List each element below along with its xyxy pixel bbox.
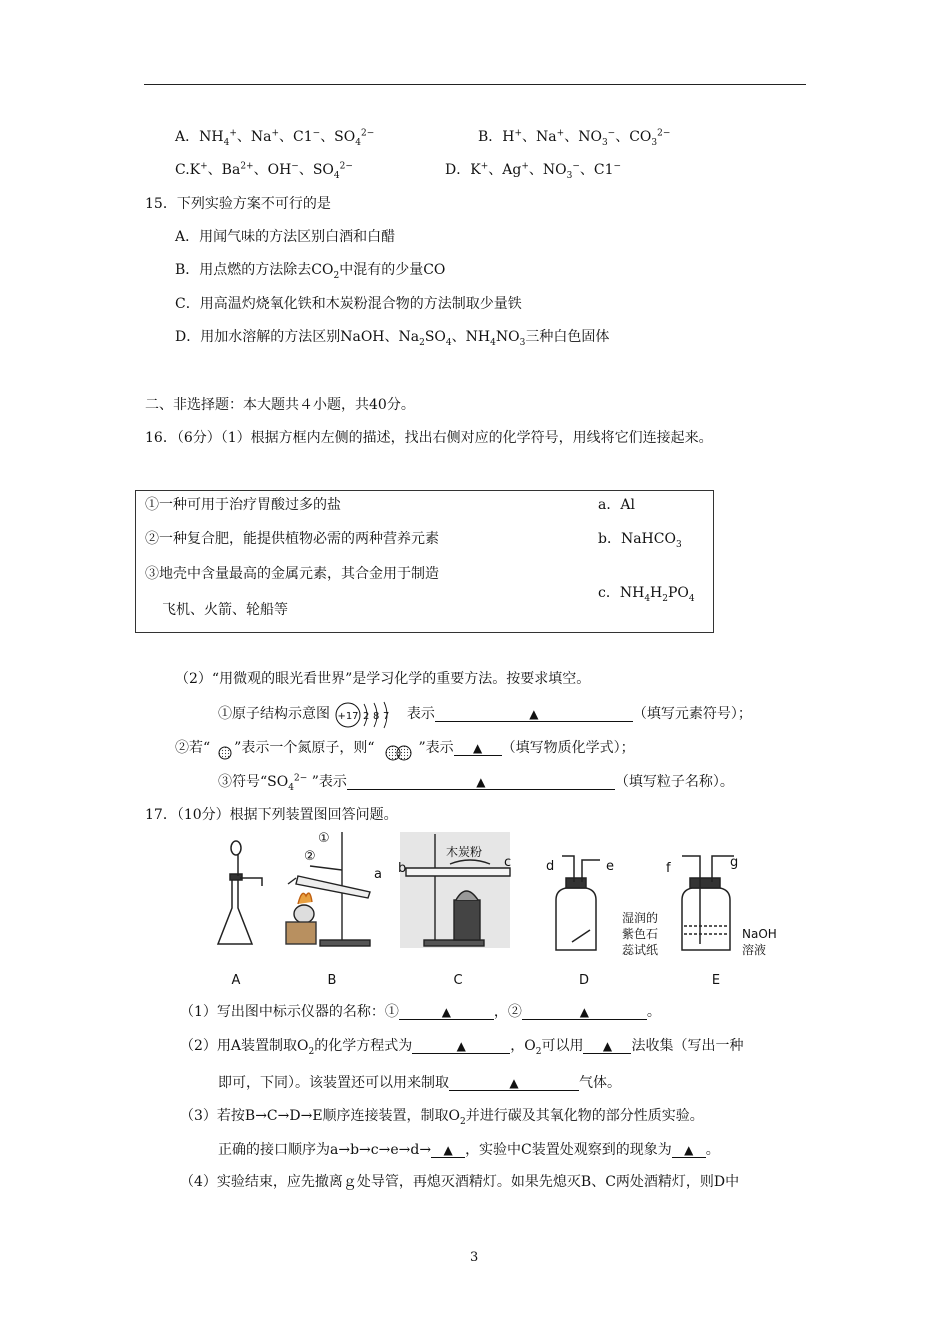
q17-stem: 17．（10分）根据下列装置图回答问题。 <box>145 807 398 823</box>
q17-part3: （3）若按B→C→D→E顺序连接装置，制取$O_2$并进行碳及其氧化物的部分性质实验。 <box>180 1108 704 1127</box>
q16-right-a: a．Al <box>598 497 635 513</box>
apparatus-e-bottle <box>682 856 734 950</box>
q16-part2-3: ③符号“$SO_4^{2-}$ ”表示 ▲ （填写粒子名称）。 <box>218 773 734 793</box>
label-e: e <box>606 859 614 874</box>
q17-part3b: 正确的接口顺序为a→b→c→e→d→ ▲ ，实验中C装置处观察到的现象为 ▲ 。 <box>218 1142 720 1158</box>
answer-blank[interactable]: ▲ <box>431 1141 465 1158</box>
q16-part2-2: ②若“ ”表示一个氮原子，则“ ”表示 ▲ （填写物质化学式）； <box>175 739 635 757</box>
label-b: b <box>398 861 407 876</box>
atom-shell-1: 2 <box>363 711 370 722</box>
litmus-label-1: 湿润的 <box>622 911 659 925</box>
apparatus-a-flask <box>218 841 262 944</box>
q15-option-b: B．用点燃的方法除去$CO_2$中混有的少量CO <box>175 262 446 281</box>
q16-part2-1: ①原子结构示意图 +17 2 8 7 表示 ▲ （填写元素符号）； <box>218 705 752 723</box>
answer-blank[interactable]: ▲ <box>522 1003 647 1020</box>
q15-option-c: C．用高温灼烧氧化铁和木炭粉混合物的方法制取少量铁 <box>175 296 522 312</box>
q14-option-b: B．H+、Na+、$NO_3^-$、$CO_3^{2-}$ <box>478 128 671 148</box>
answer-blank[interactable]: ▲ <box>454 739 502 756</box>
q16-right-c: c．$NH_4H_2PO_4$ <box>598 585 695 604</box>
naoh-label-2: 溶液 <box>742 943 767 957</box>
answer-blank[interactable]: ▲ <box>435 705 633 722</box>
apparatus-figure <box>200 826 777 996</box>
q16-left-1: ①一种可用于治疗胃酸过多的盐 <box>145 497 341 513</box>
q17-part1: （1）写出图中标示仪器的名称：① ▲ ，② ▲ 。 <box>180 1004 661 1020</box>
answer-blank[interactable]: ▲ <box>449 1074 579 1091</box>
q17-part2b: 即可，下同）。该装置还可以用来制取 ▲ 气体。 <box>218 1075 621 1091</box>
label-f: f <box>666 861 671 876</box>
q15-stem: 15．下列实验方案不可行的是 <box>145 196 331 212</box>
nitrogen-molecule-icon <box>375 740 419 756</box>
apparatus-label-a: A <box>231 973 241 988</box>
q16-stem: 16．（6分）（1）根据方框内左侧的描述，找出右侧对应的化学符号，用线将它们连接起来。 <box>145 430 713 446</box>
apparatus-label-c: C <box>453 973 463 988</box>
label-circle-1: ① <box>318 831 330 846</box>
label-charcoal: 木炭粉 <box>446 845 483 859</box>
naoh-label-1: NaOH <box>742 927 777 941</box>
q17-part2: （2）用A装置制取$O_2$的化学方程式为 ▲ ，$O_2$可以用 ▲ 法收集（写出一种 <box>180 1038 744 1057</box>
answer-blank[interactable]: ▲ <box>399 1003 494 1020</box>
nitrogen-atom-icon <box>210 740 234 756</box>
apparatus-d-bottle <box>556 856 600 950</box>
label-d: d <box>546 859 555 874</box>
atom-nucleus: +17 <box>337 711 360 722</box>
q16-right-b: b．NaHCO$_3$ <box>598 531 682 550</box>
page-number: 3 <box>470 1250 479 1265</box>
label-a: a <box>374 867 382 882</box>
header-rule <box>144 84 806 85</box>
q15-option-d: D．用加水溶解的方法区别NaOH、$Na_2SO_4$、$NH_4NO_3$三种白色固体 <box>175 329 610 348</box>
atom-shell-2: 8 <box>373 711 380 722</box>
answer-blank[interactable]: ▲ <box>347 773 615 790</box>
litmus-label-3: 蕊试纸 <box>622 943 659 957</box>
litmus-label-2: 紫色石 <box>622 927 659 941</box>
answer-blank[interactable]: ▲ <box>583 1037 631 1054</box>
apparatus-label-d: D <box>578 973 590 988</box>
q16-left-2: ②一种复合肥，能提供植物必需的两种营养元素 <box>145 531 439 547</box>
atom-structure-diagram <box>334 705 402 723</box>
answer-blank[interactable]: ▲ <box>412 1037 510 1054</box>
label-circle-2: ② <box>304 849 316 864</box>
apparatus-label-b: B <box>327 973 337 988</box>
q14-option-c: C.K+、$Ba^{2+}$、OH−、$SO_4^{2-}$ <box>175 161 353 181</box>
q14-option-d: D．K+、Ag+、$NO_3^-$、C1− <box>445 161 622 181</box>
atom-shell-3: 7 <box>383 711 390 722</box>
apparatus-b-heating <box>286 832 370 946</box>
label-g: g <box>730 855 739 870</box>
q16-left-3a: ③地壳中含量最高的金属元素，其合金用于制造 <box>145 566 439 582</box>
answer-blank[interactable]: ▲ <box>672 1141 706 1158</box>
q15-option-a: A．用闻气味的方法区别白酒和白醋 <box>175 229 396 245</box>
apparatus-label-e: E <box>711 973 721 988</box>
label-c: c <box>504 855 512 870</box>
section-2-heading: 二、非选择题：本大题共４小题，共40分。 <box>145 397 415 413</box>
q16-left-3b: 飞机、火箭、轮船等 <box>162 602 288 618</box>
q14-option-a: A．$NH_4^+$、Na+、C1−、$SO_4^{2-}$ <box>175 128 375 148</box>
q17-part4: （4）实验结束，应先撤离ｇ处导管，再熄灭酒精灯。如果先熄灭B、C两处酒精灯，则D中 <box>180 1174 740 1190</box>
q16-part2-stem: （2）“用微观的眼光看世界”是学习化学的重要方法。按要求填空。 <box>175 671 591 687</box>
